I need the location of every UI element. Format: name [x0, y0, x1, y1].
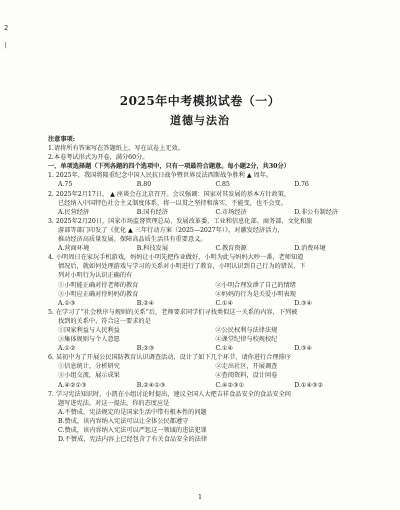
- answer-option: ③集体规则与个人意愿: [58, 336, 120, 344]
- margin-mark: 2: [4, 24, 9, 32]
- answer-option: C.①④: [215, 345, 234, 353]
- question: [48, 253, 373, 308]
- answer-option: B.②④: [136, 299, 155, 307]
- option-row: [48, 417, 373, 426]
- option-row: [48, 426, 373, 435]
- note-item: 2.本卷考试形式为开卷，满分60分。: [48, 154, 149, 162]
- answer-option: ①国家利益与人民利益: [58, 326, 120, 334]
- option-row: [48, 244, 373, 253]
- answer-option: ④查阅资料，设计问卷: [215, 372, 278, 380]
- exam-title: 2025年中考模拟试卷（一）: [119, 94, 281, 108]
- option-row: [48, 335, 373, 344]
- question-text: 游部等部门印发了《优化 ▲ 三年行动方案（2025—2027年）》，对激发经济活力，: [58, 226, 284, 234]
- question-text: 情况后，就如何处理游戏与学习的关系对小明进行了教育，小明认识到自己行为的错误，下: [58, 263, 306, 271]
- question-text: 题写进宪法。对这一提法，你的态度应是: [58, 399, 170, 407]
- question-text: 找到的关系中，符合这一要求的是: [58, 317, 151, 325]
- option-row: [48, 381, 373, 390]
- answer-option: ②公民权利与法律法规: [215, 326, 278, 334]
- option-row: [48, 208, 373, 217]
- question-text: 已经纳入中国特色社会主义制度体系，将一以贯之坚持和落实，不能变，也不会变。: [58, 199, 287, 207]
- answer-option: ①小明能正确对待老师的教育: [58, 281, 139, 289]
- option-row: [48, 290, 373, 299]
- answer-option: C.教育资源: [215, 245, 247, 253]
- question: [48, 190, 373, 217]
- answer-option: C.市场经济: [215, 208, 247, 216]
- answer-option: B.科技发展: [136, 245, 169, 253]
- option-row: [48, 326, 373, 335]
- question-text: 5. 在学习了“社会秩序与规则的关系”后，老师要求同学们寻找类似这一关系的内容，下列被: [48, 308, 298, 316]
- option-row: [48, 180, 373, 189]
- question-text: 7. 学习宪法知识时，小凯在小组讨论时提出，建议全国人大把吉祥食品安全的食品安全问: [48, 390, 291, 398]
- answer-option: D.非公有制经济: [294, 208, 339, 216]
- answer-option: D.消费环境: [294, 245, 326, 253]
- question: [48, 353, 373, 389]
- question: [48, 390, 373, 445]
- answer-option: A.不赞成，宪法规定的是国家生活中带有根本性的问题: [58, 408, 207, 416]
- option-row: [48, 299, 373, 308]
- section-heading: 一、单项选择题（下列各题的四个选项中，只有一项最符合题意。每小题2分，共30分）: [48, 163, 290, 171]
- answer-option: B.②③: [136, 345, 155, 353]
- question: [48, 308, 373, 353]
- answer-option: D.不赞成，宪法内容上已经包含了有关食品安全的法律: [58, 436, 208, 444]
- answer-option: ④妈妈的行为是关爱小明表现: [215, 290, 296, 298]
- answer-option: A.①②: [58, 345, 76, 353]
- answer-option: C.85: [215, 181, 230, 189]
- option-row: [48, 344, 373, 353]
- answer-option: C.①④: [215, 299, 234, 307]
- option-row: [48, 435, 373, 444]
- note-item: 1.请将所有答案写在答题纸上，写在试卷上无效。: [48, 145, 184, 153]
- answer-option: B.赞成，该内容纳入宪法可以让全体公民都遵守: [58, 417, 189, 425]
- answer-option: A.民营经济: [58, 208, 90, 216]
- answer-option: B.80: [136, 181, 152, 189]
- question-text: 推动经济高质量发展、保障高品质生活具有重要意义。: [58, 236, 207, 244]
- question-text: 4. 小明周日在家玩手机游戏，妈妈让小明先把作业做好，小明为此与妈妈大吵一番，老师知道: [48, 254, 304, 262]
- margin-mark: |: [4, 42, 8, 49]
- question-list: [48, 171, 373, 444]
- question-text: 3. 2025年2月20日，国家市场监督管理总局、发展改革委、工业和信息化部、商务部、文化和旅: [48, 217, 313, 225]
- question-text: 2. 2025年2月17日， ▲ 座谈会在北京召开。会议强调：国家对其发展的基本方针政策，: [48, 190, 291, 198]
- answer-option: A.④②①③: [58, 381, 87, 389]
- option-row: [48, 408, 373, 417]
- answer-option: ②走出社区，开展调查: [215, 363, 278, 371]
- answer-option: ②小明合理发泄了自己的情绪: [215, 281, 296, 289]
- option-row: [48, 281, 373, 290]
- answer-option: C.赞成，该内容纳入宪法可以严惩这一领域的违法犯罪: [58, 427, 207, 434]
- answer-option: A.①③: [58, 299, 76, 307]
- answer-option: B.②④①③: [136, 381, 166, 389]
- answer-option: ③小明应正确对待妈妈的教育: [58, 290, 139, 298]
- answer-option: ④课堂纪律与校规校纪: [215, 336, 278, 344]
- answer-option: A.75: [58, 181, 73, 189]
- answer-option: C.④②③①: [215, 381, 245, 389]
- question: [48, 171, 373, 189]
- question-text: 1. 2025年，我国将隆重纪念中国人民抗日战争暨世界反法西斯战争胜利 ▲ 周年。: [48, 172, 273, 180]
- option-row: [48, 362, 373, 371]
- question-text: 6. 某初中为了开展公民国防教育认识调查活动，设计了如下几个环节，请你进行合理排序: [48, 354, 291, 362]
- exam-subject: 道德与法治: [170, 114, 230, 127]
- question-text: 列对小明行为认识正确的有: [58, 272, 133, 280]
- option-row: [48, 371, 373, 380]
- answer-option: D.76: [294, 181, 309, 189]
- answer-option: D.③④: [294, 299, 313, 307]
- question: [48, 217, 373, 253]
- answer-option: D.③④: [294, 345, 313, 353]
- answer-option: A.营商环境: [58, 245, 90, 253]
- answer-option: ③小组交流，展示成果: [58, 372, 120, 380]
- answer-option: ①信息统计，分析研究: [58, 363, 120, 371]
- answer-option: B.国有经济: [136, 208, 169, 216]
- page-number: 1: [198, 494, 202, 501]
- exam-content: [48, 135, 373, 444]
- answer-option: D.①④③②: [294, 381, 324, 389]
- notes-heading: 注意事项:: [48, 136, 76, 143]
